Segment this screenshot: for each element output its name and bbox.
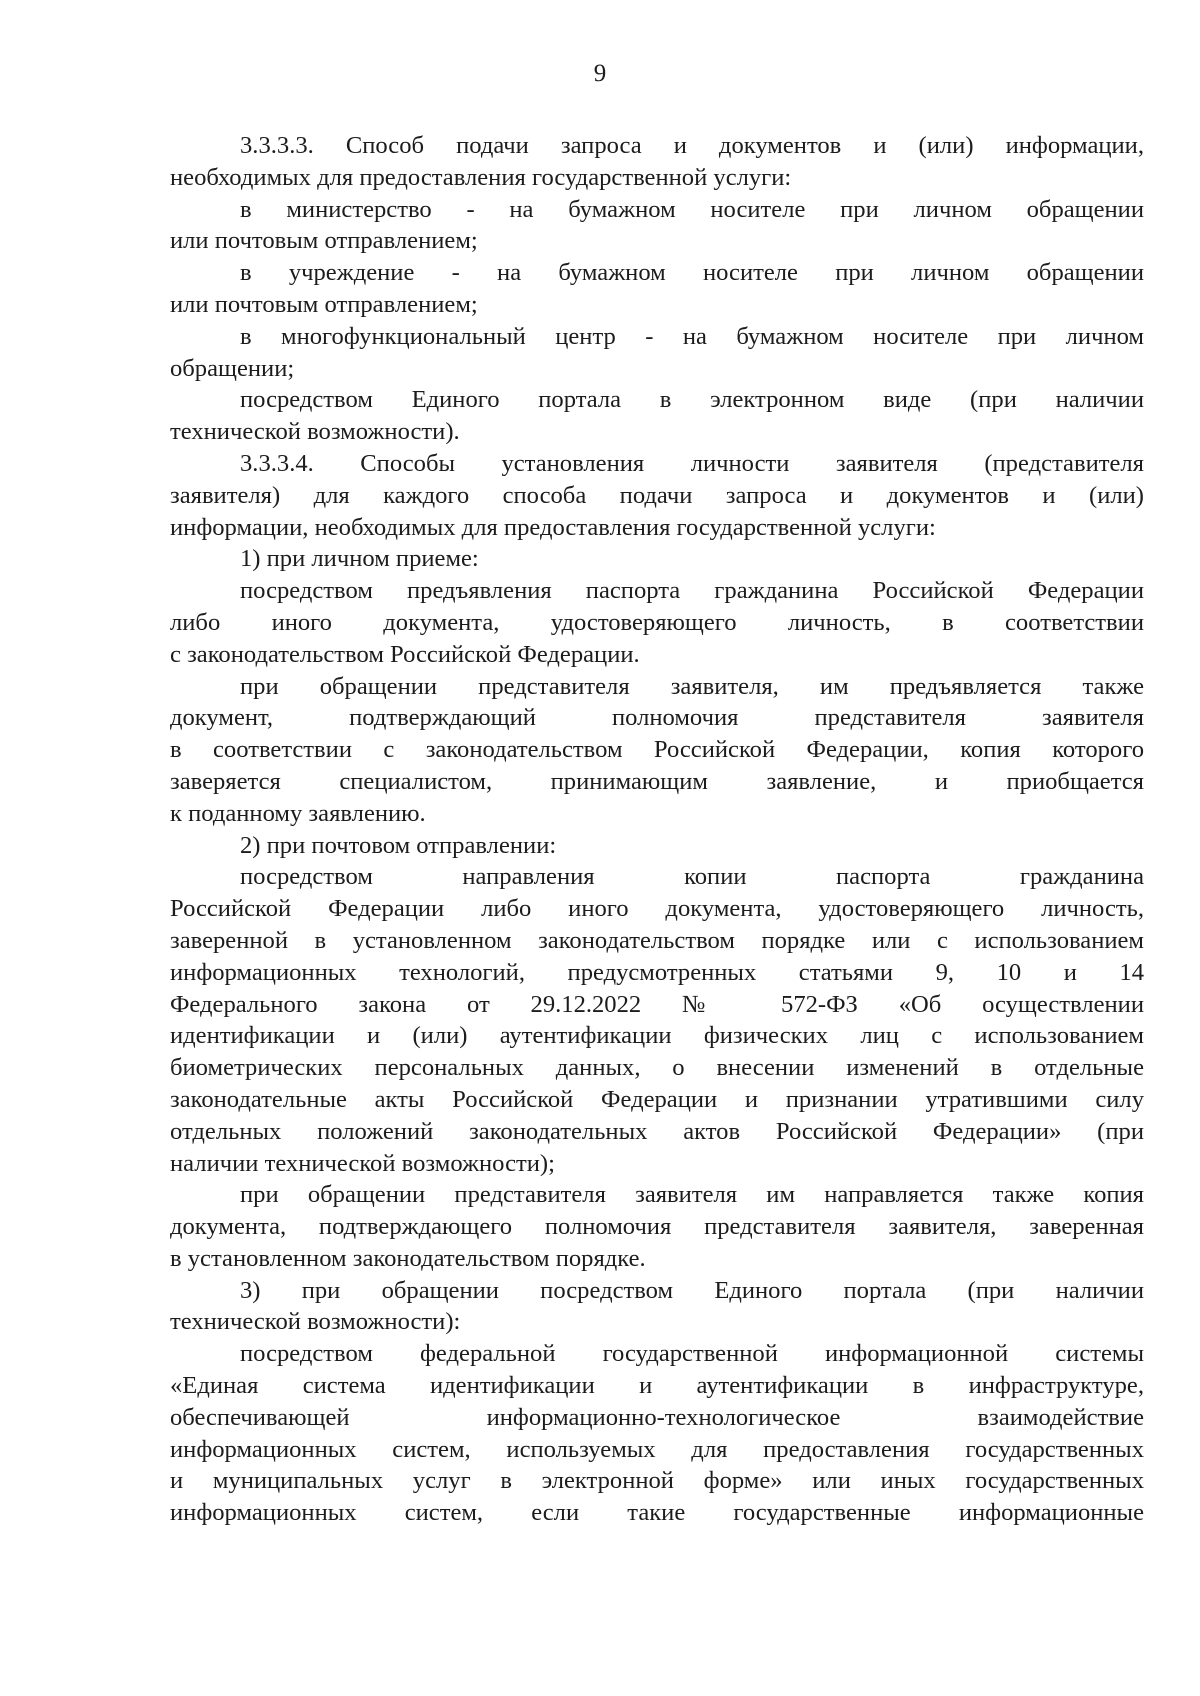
text-line: 3.3.3.4. Способы установления личности заявителя (представителя	[240, 449, 1144, 477]
text-line: при обращении представителя заявителя им направляется также копия	[240, 1181, 1144, 1209]
text-line: Федерального закона от 29.12.2022 № 572-ФЗ «Об осуществлении	[170, 990, 1144, 1018]
text-line: заверенной в установленном законодательством порядке или с использованием	[170, 926, 1144, 954]
paragraph	[170, 861, 1144, 1179]
text-line: в министерство - на бумажном носителе при личном обращении	[240, 195, 1144, 223]
text-line: информации, необходимых для предоставления государственной услуги:	[170, 513, 936, 541]
paragraph	[170, 575, 1144, 670]
text-line: технической возможности).	[170, 418, 460, 446]
text-line: наличии технической возможности);	[170, 1149, 555, 1177]
text-line: информационных технологий, предусмотренных статьями 9, 10 и 14	[170, 958, 1144, 986]
text-line: «Единая система идентификации и аутентификации в инфраструктуре,	[170, 1372, 1144, 1400]
paragraph	[170, 1275, 1144, 1339]
text-line: обращении;	[170, 354, 295, 382]
paragraph	[170, 830, 1144, 862]
text-line: в многофункциональный центр - на бумажном носителе при личном	[240, 322, 1144, 350]
text-line: биометрических персональных данных, о внесении изменений в отдельные	[170, 1054, 1144, 1082]
text-line: к поданному заявлению.	[170, 799, 426, 827]
text-line: посредством направления копии паспорта гражданина	[240, 863, 1144, 891]
text-line: 3.3.3.3. Способ подачи запроса и документов и (или) информации,	[240, 132, 1144, 159]
text-line: технической возможности):	[170, 1308, 461, 1336]
text-line: в установленном законодательством порядке.	[170, 1244, 646, 1272]
text-line: документа, подтверждающего полномочия представителя заявителя, заверенная	[170, 1213, 1144, 1241]
text-line: 2) при почтовом отправлении:	[240, 831, 557, 859]
paragraph	[170, 1179, 1144, 1274]
text-line: посредством Единого портала в электронном виде (при наличии	[240, 386, 1144, 414]
paragraph	[170, 130, 1144, 194]
text-line: обеспечивающей информационно-технологическое взаимодействие	[170, 1403, 1144, 1431]
text-line: заявителя) для каждого способа подачи запроса и документов и (или)	[170, 481, 1144, 509]
text-line: и муниципальных услуг в электронной форме» или иных государственных	[170, 1467, 1144, 1495]
text-line: 1) при личном приеме:	[240, 545, 479, 573]
text-line: или почтовым отправлением;	[170, 290, 478, 318]
text-line: Российской Федерации либо иного документа, удостоверяющего личность,	[170, 895, 1144, 923]
text-line: законодательные акты Российской Федерации и признании утратившими силу	[170, 1085, 1144, 1113]
text-line: отдельных положений законодательных актов Российской Федерации» (при	[170, 1117, 1144, 1145]
text-line: документ, подтверждающий полномочия представителя заявителя	[170, 704, 1144, 732]
paragraph	[170, 448, 1144, 543]
paragraph	[170, 1338, 1144, 1529]
paragraph	[170, 671, 1144, 830]
text-line: идентификации и (или) аутентификации физических лиц с использованием	[170, 1022, 1144, 1050]
text-line: необходимых для предоставления государственной услуги:	[170, 163, 792, 191]
text-line: 3) при обращении посредством Единого портала (при наличии	[240, 1276, 1144, 1304]
text-line: либо иного документа, удостоверяющего личность, в соответствии	[170, 608, 1144, 636]
text-line: при обращении представителя заявителя, им предъявляется также	[240, 672, 1144, 700]
paragraph	[170, 384, 1144, 448]
paragraph	[170, 194, 1144, 258]
paragraph	[170, 543, 1144, 575]
paragraph	[170, 257, 1144, 321]
text-line: посредством федеральной государственной информационной системы	[240, 1340, 1144, 1368]
text-line: с законодательством Российской Федерации.	[170, 640, 640, 668]
text-line: или почтовым отправлением;	[170, 227, 478, 255]
text-line: в учреждение - на бумажном носителе при личном обращении	[240, 259, 1144, 287]
text-line: информационных систем, если такие государственные информационные	[170, 1499, 1144, 1527]
document-body	[170, 130, 1144, 1529]
text-line: в соответствии с законодательством Российской Федерации, копия которого	[170, 736, 1144, 764]
paragraph	[170, 321, 1144, 385]
page-number: 9	[593, 60, 607, 87]
text-line: посредством предъявления паспорта гражданина Российской Федерации	[240, 577, 1144, 605]
text-line: заверяется специалистом, принимающим заявление, и приобщается	[170, 767, 1144, 795]
text-line: информационных систем, используемых для предоставления государственных	[170, 1435, 1144, 1463]
